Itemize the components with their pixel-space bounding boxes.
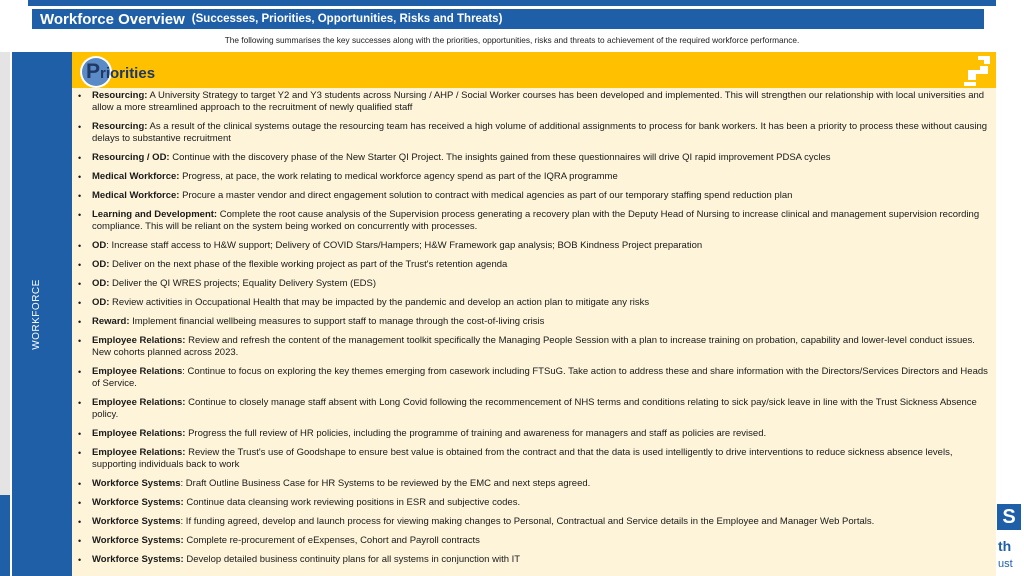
list-item-text: Progress, at pace, the work relating to medical workforce agency spend as part of the IQRA programme: [179, 171, 618, 182]
list-item-text: Progress the full review of HR policies, including the programme of training and awareness for managers and staff as policies are revised.: [185, 428, 767, 439]
list-item-text: Complete the root cause analysis of the Supervision process generating a recovery plan with the Deputy Head of Nursing to increase clinical and management supervision recording compliance. This will be reliant on the system being worked on concurrently with processes.: [92, 209, 980, 232]
list-item: [78, 535, 992, 547]
steps-logo-icon: [962, 54, 994, 88]
list-item-label: Workforce Systems:: [92, 535, 184, 546]
section-heading-rest: riorities: [100, 65, 156, 82]
list-item: [78, 121, 992, 145]
list-item-label: OD:: [92, 259, 110, 270]
list-item: [78, 152, 992, 164]
side-label: [12, 52, 60, 576]
list-item-label: Medical Workforce:: [92, 190, 180, 201]
page-title: Workforce Overview: [40, 10, 185, 28]
list-item: [78, 316, 992, 328]
list-item-label: Employee Relations: [92, 366, 183, 377]
list-item: [78, 190, 992, 202]
list-item-label: Workforce Systems:: [92, 497, 184, 508]
list-item: [78, 171, 992, 183]
list-item-label: Learning and Development:: [92, 209, 218, 220]
list-item-label: Reward:: [92, 316, 130, 327]
list-item: [78, 335, 992, 359]
list-item: [78, 447, 992, 471]
logo-mark: S: [997, 504, 1021, 530]
list-item-text: Develop detailed business continuity plans for all systems in conjunction with IT: [183, 554, 521, 565]
list-item-label: Employee Relations:: [92, 397, 186, 408]
list-item-text: Deliver on the next phase of the flexible working project as part of the Trust's retention agenda: [109, 259, 508, 270]
list-item: [78, 428, 992, 440]
list-item: [78, 397, 992, 421]
list-item-text: A University Strategy to target Y2 and Y3 students across Nursing / AHP / Social Worker courses has been developed and implemented. This will strengthen our relationship with local universities and allow a more streamlined approach to the recruitment of newly qualified staff: [92, 90, 985, 113]
list-item: [78, 516, 992, 528]
list-item-text: Review activities in Occupational Health that may be impacted by the pandemic and develop an action plan to mitigate any risks: [109, 297, 650, 308]
list-item-label: Workforce Systems:: [92, 554, 184, 565]
list-item-text: Continue with the discovery phase of the New Starter QI Project. The insights gained from these questionnaires will drive QI rapid improvement PDSA cycles: [169, 152, 831, 163]
list-item-text: : If funding agreed, develop and launch process for viewing making changes to Personal, Contractual and Service details in the Employee and Manager Web Portals.: [180, 516, 875, 527]
nhs-trust-logo: [997, 500, 1024, 576]
list-item-text: : Continue to focus on exploring the key themes emerging from casework including FTSuG. Take action to address these and share information with the Directors/Services Directors and Heads of Service.: [92, 366, 988, 389]
top-rule: [28, 0, 996, 6]
list-item-label: OD:: [92, 297, 110, 308]
list-item-label: OD: [92, 240, 107, 251]
list-item-text: Review and refresh the content of the management toolkit specifically the Managing People Session with a plan to increase training on probation, capability and lower-level conduct issues. New cohorts planned across 2023.: [92, 335, 975, 358]
list-item-label: Resourcing / OD:: [92, 152, 170, 163]
list-item-text: Continue data cleansing work reviewing positions in ESR and subjective codes.: [183, 497, 521, 508]
list-item-text: Complete re-procurement of eExpenses, Cohort and Payroll contracts: [183, 535, 480, 546]
list-item-text: : Increase staff access to H&W support; Delivery of COVID Stars/Hampers; H&W Framework gap analysis; BOB Kindness Project preparation: [106, 240, 703, 251]
list-item-text: Review the Trust's use of Goodshape to ensure best value is obtained from the contract and that the data is used intelligently to drive interventions to reduce sickness absence levels, supporting individuals back to work: [92, 447, 953, 470]
list-item-label: Employee Relations:: [92, 447, 186, 458]
list-item: [78, 90, 992, 114]
list-item-label: Resourcing:: [92, 90, 148, 101]
list-item-text: As a result of the clinical systems outage the resourcing team has received a high volume of additional assignments to process for bank workers. It has been a priority to process these without causing delays to substantive recruitment: [92, 121, 988, 144]
side-label-text: WORKFORCE: [30, 278, 42, 350]
intro-text: The following summarises the key successes along with the priorities, opportunities, risks and threats to achievement of the required workforce performance.: [224, 35, 800, 45]
list-item: [78, 297, 992, 309]
section-header-band: [72, 52, 996, 88]
list-item: [78, 259, 992, 271]
priorities-panel: [72, 52, 996, 576]
list-item-text: Continue to closely manage staff absent with Long Covid following the recommencement of NHS terms and conditions relating to sick pay/sick leave in line with the Trust Sickness Absence policy.: [92, 397, 977, 420]
list-item-label: Workforce Systems: [92, 478, 181, 489]
list-item: [78, 497, 992, 509]
left-strip-accent: [0, 495, 10, 576]
list-item: [78, 278, 992, 290]
list-item: [78, 554, 992, 566]
list-item-label: Employee Relations:: [92, 335, 186, 346]
title-bar: [32, 9, 984, 29]
page-subtitle: (Successes, Priorities, Opportunities, Risks and Threats): [191, 13, 503, 25]
list-item-label: OD:: [92, 278, 110, 289]
list-item: [78, 240, 992, 252]
section-heading-initial: P: [86, 60, 101, 83]
priorities-list: [78, 90, 992, 573]
list-item-label: Workforce Systems: [92, 516, 181, 527]
list-item-label: Employee Relations:: [92, 428, 186, 439]
list-item-label: Medical Workforce:: [92, 171, 180, 182]
logo-text-th: th: [998, 538, 1012, 554]
section-heading: [86, 60, 155, 84]
list-item: [78, 366, 992, 390]
list-item: [78, 478, 992, 490]
list-item-text: Implement financial wellbeing measures to support staff to manage through the cost-of-living crisis: [129, 316, 545, 327]
list-item-label: Resourcing:: [92, 121, 148, 132]
list-item-text: Deliver the QI WRES projects; Equality Delivery System (EDS): [109, 278, 377, 289]
logo-text-ust: ust: [998, 558, 1013, 570]
list-item-text: Procure a master vendor and direct engagement solution to contract with medical agencies as part of our temporary staffing spend reduction plan: [179, 190, 793, 201]
list-item: [78, 209, 992, 233]
list-item-text: : Draft Outline Business Case for HR Systems to be reviewed by the EMC and next steps agreed.: [180, 478, 591, 489]
